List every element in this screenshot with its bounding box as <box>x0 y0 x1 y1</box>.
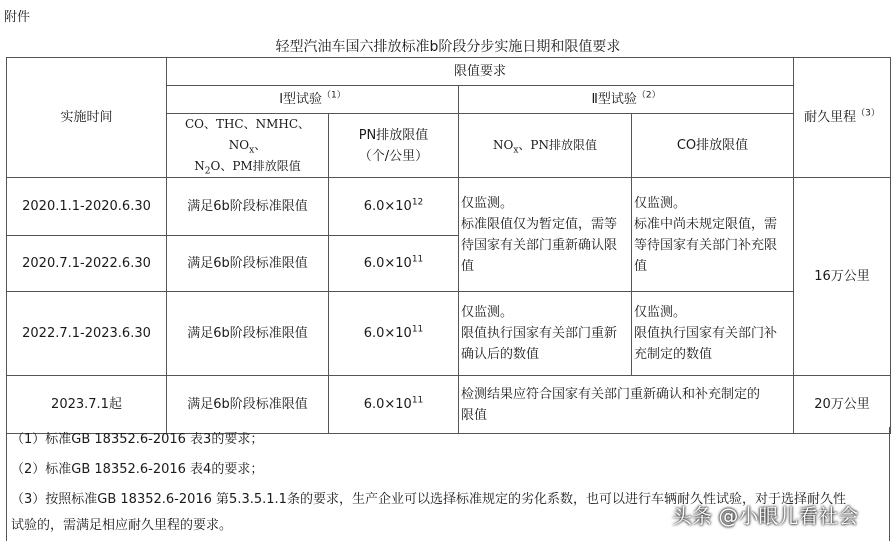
row-standard: 满足6b阶段标准限值 <box>167 292 329 376</box>
co-block-1: 仅监测。 标准中尚未规定限值，需 等待国家有关部门补充限 值 <box>632 178 794 292</box>
row-pn: $6.0\times 10^{12}$ <box>329 178 459 236</box>
durability-1: 16万公里 <box>794 178 891 376</box>
durability-2: 20万公里 <box>794 376 891 434</box>
co-block-2: 仅监测。 限值执行国家有关部门补 充制定的数值 <box>632 292 794 376</box>
nox-block-2: 仅监测。 限值执行国家有关部门重新 确认后的数值 <box>459 292 632 376</box>
block-3: 检测结果应符合国家有关部门重新确认和补充制定的 限值 <box>459 376 794 434</box>
attachment-label: 附件 <box>4 10 31 25</box>
row-standard: 满足6b阶段标准限值 <box>167 236 329 292</box>
limits-table <box>6 57 891 434</box>
row-date: 2020.7.1-2022.6.30 <box>7 236 167 292</box>
row-pn: $6.0\times 10^{11}$ <box>329 376 459 434</box>
header-limit: 限值要求 <box>167 58 794 86</box>
header-durability: 耐久里程$^{(3)}$ <box>794 58 891 178</box>
header-type2: Ⅱ型试验$^{(2)}$ <box>459 86 794 114</box>
footnote-3: （3）按照标准GB 18352.6-2016 第5.3.5.1.1条的要求，生产企业可以选择标准规定的劣化系数，也可以进行车辆耐久性试验，对于选择耐久性 <box>11 492 846 507</box>
footnote-1: （1）标准GB 18352.6-2016 表3的要求； <box>11 432 264 447</box>
header-type1: Ⅰ型试验$^{(1)}$ <box>167 86 459 114</box>
nox-block-1: 仅监测。 标准限值仅为暂定值，需等 待国家有关部门重新确认限 值 <box>459 178 632 292</box>
row-standard: 满足6b阶段标准限值 <box>167 376 329 434</box>
header-nox-pn: $NO_x$、PN排放限值 <box>459 114 632 178</box>
watermark: 头条 @小眼儿看社会 <box>672 504 859 528</box>
row-pn: $6.0\times 10^{11}$ <box>329 292 459 376</box>
footnote-2: （2）标准GB 18352.6-2016 表4的要求； <box>11 462 264 477</box>
header-co: CO排放限值 <box>632 114 794 178</box>
row-date: 2020.1.1-2020.6.30 <box>7 178 167 236</box>
row-date: 2023.7.1起 <box>7 376 167 434</box>
header-gas-limits: CO、THC、NMHC、$NO_x$、 $N_2O$、PM排放限值 <box>167 114 329 178</box>
header-time: 实施时间 <box>7 58 167 178</box>
page-title: 轻型汽油车国六排放标准b阶段分步实施日期和限值要求 <box>275 39 621 55</box>
header-pn-limits: PN排放限值 （个/公里） <box>329 114 459 178</box>
row-date: 2022.7.1-2023.6.30 <box>7 292 167 376</box>
row-pn: $6.0\times 10^{11}$ <box>329 236 459 292</box>
footnote-3-cont: 试验的，需满足相应耐久里程的要求。 <box>11 518 233 533</box>
row-standard: 满足6b阶段标准限值 <box>167 178 329 236</box>
